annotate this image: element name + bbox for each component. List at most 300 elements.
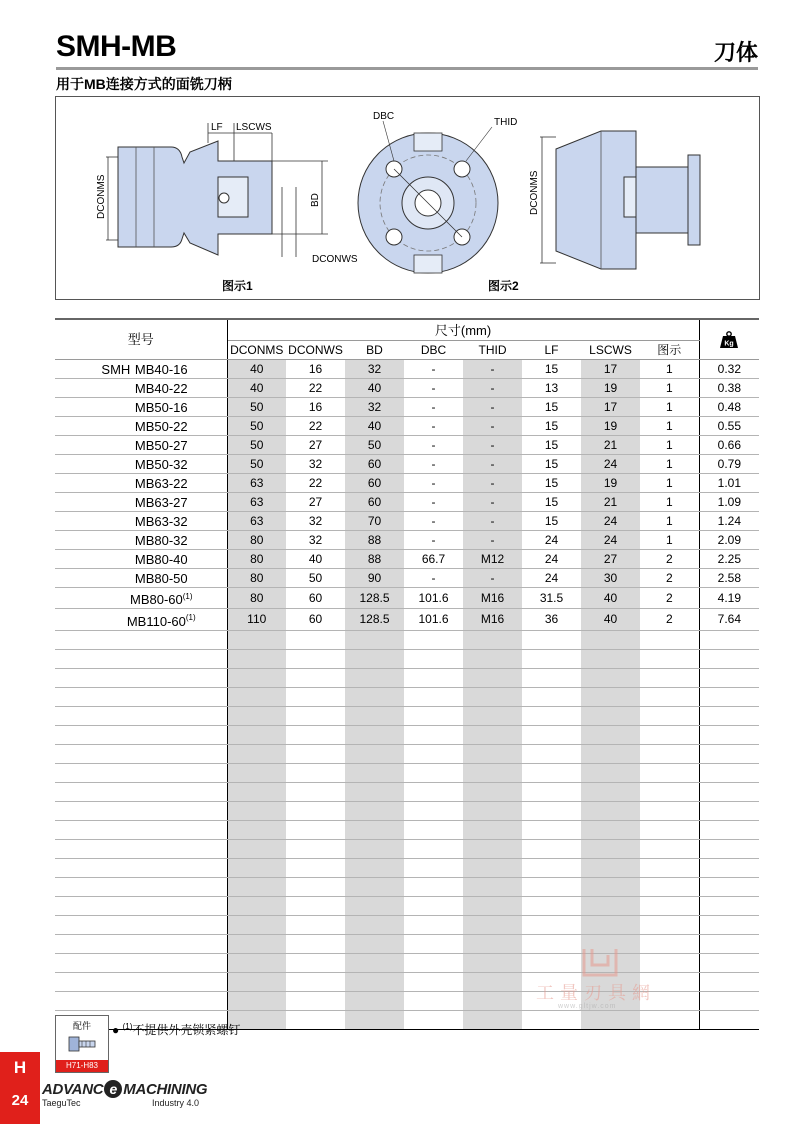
cell-dconms: 50 [227,436,286,455]
cell-dbc [404,630,463,649]
table-row [55,588,759,609]
cell-lscws [581,649,640,668]
cell-bd [345,687,404,706]
label-lscws: LSCWS [236,122,272,133]
spec-table-body [55,360,759,1030]
cell-dbc: 101.6 [404,609,463,630]
accessory-page-ref: H71-H83 [56,1060,108,1072]
cell-lf [522,687,581,706]
cell-dbc [404,839,463,858]
cell-lf: 15 [522,474,581,493]
weight-cell [699,858,759,877]
cell-dbc [404,801,463,820]
cell-lf: 15 [522,493,581,512]
cell-bd: 88 [345,550,404,569]
cell-dbc [404,687,463,706]
watermark-url: www.gltjw.com [558,1003,617,1010]
cell-dconws: 27 [286,493,345,512]
cell-thid [463,820,522,839]
watermark-text: 工量刃具網 [536,983,656,1003]
weight-cell [699,630,759,649]
cell-dconms [227,763,286,782]
model-code: MB63-32 [134,513,188,529]
cell-图示 [640,877,699,896]
model-cell [55,725,227,744]
cell-dbc: - [404,398,463,417]
column-header-dbc: DBC [404,341,463,360]
weight-cell [699,687,759,706]
cell-lf: 24 [522,531,581,550]
cell-dbc: - [404,417,463,436]
cell-lf [522,649,581,668]
cell-lscws [581,763,640,782]
cell-图示: 1 [640,398,699,417]
cell-lf [522,763,581,782]
model-cell [55,877,227,896]
model-code: MB63-22 [134,475,188,491]
model-code: MB80-60 [129,592,183,608]
brand-logo [42,1080,207,1108]
cell-dconws [286,991,345,1010]
weight-column-header [699,319,759,360]
cell-dconws [286,972,345,991]
cell-dconms [227,953,286,972]
cell-lf [522,820,581,839]
cell-lscws: 19 [581,474,640,493]
empty-table-row [55,744,759,763]
spec-table [55,318,759,1030]
weight-cell [699,820,759,839]
empty-table-row [55,820,759,839]
cell-lf: 15 [522,512,581,531]
weight-cell [699,839,759,858]
cell-dconws [286,934,345,953]
cell-dconms [227,687,286,706]
cell-lscws [581,725,640,744]
cell-thid: - [463,360,522,379]
weight-cell: 1.01 [699,474,759,493]
model-cell [55,609,227,630]
cell-dconms: 110 [227,609,286,630]
empty-table-row [55,858,759,877]
weight-cell: 2.25 [699,550,759,569]
cell-dconms [227,896,286,915]
weight-cell: 7.64 [699,609,759,630]
cell-bd [345,763,404,782]
cell-dconms [227,991,286,1010]
cell-dbc [404,953,463,972]
cell-bd: 50 [345,436,404,455]
footnote-marker: (1) [185,613,196,623]
cell-dbc [404,915,463,934]
cell-bd: 32 [345,398,404,417]
cell-bd: 60 [345,493,404,512]
cell-lscws: 24 [581,531,640,550]
weight-cell [699,649,759,668]
cell-dconms: 80 [227,550,286,569]
table-row [55,569,759,588]
model-code: MB50-22 [134,418,188,434]
cell-图示: 1 [640,417,699,436]
cell-图示 [640,649,699,668]
weight-cell [699,668,759,687]
cell-thid [463,668,522,687]
cell-dconms [227,915,286,934]
cell-lscws [581,630,640,649]
weight-cell [699,877,759,896]
cell-lf [522,782,581,801]
weight-icon [719,331,739,349]
screw-icon [67,1033,97,1055]
weight-cell: 0.48 [699,398,759,417]
empty-table-row [55,877,759,896]
cell-图示 [640,839,699,858]
technical-drawings [56,97,759,299]
empty-table-row [55,725,759,744]
weight-cell [699,953,759,972]
cell-dconws: 32 [286,455,345,474]
weight-cell [699,915,759,934]
cell-dconws: 16 [286,360,345,379]
header-rule [56,67,758,70]
model-code: MB50-32 [134,456,188,472]
cell-图示 [640,630,699,649]
footnote [112,1021,240,1038]
cell-lf: 15 [522,436,581,455]
cell-thid: M16 [463,609,522,630]
cell-thid [463,839,522,858]
cell-图示 [640,915,699,934]
cell-dconms [227,668,286,687]
model-cell [55,801,227,820]
cell-dbc: - [404,569,463,588]
weight-cell [699,1010,759,1029]
model-cell [55,398,227,417]
cell-图示 [640,706,699,725]
cell-dconms: 80 [227,531,286,550]
cell-bd: 40 [345,417,404,436]
cell-dconms: 80 [227,588,286,609]
cell-lscws: 24 [581,455,640,474]
cell-dconws: 27 [286,436,345,455]
model-cell [55,569,227,588]
cell-dconws [286,744,345,763]
cell-dconws [286,706,345,725]
brand-right: MACHINING [123,1081,208,1098]
cell-dbc: - [404,474,463,493]
cell-lscws [581,706,640,725]
cell-lscws: 40 [581,588,640,609]
cell-thid: - [463,512,522,531]
cell-bd [345,972,404,991]
table-row [55,398,759,417]
empty-table-row [55,630,759,649]
cell-lscws [581,668,640,687]
table-row [55,474,759,493]
weight-cell [699,744,759,763]
cell-dbc [404,820,463,839]
cell-dconws: 22 [286,417,345,436]
cell-dbc: - [404,493,463,512]
figure-2-caption: 图示2 [488,279,519,293]
model-cell [55,493,227,512]
empty-table-row [55,896,759,915]
cell-bd [345,877,404,896]
cell-dconms [227,706,286,725]
cell-lscws: 19 [581,379,640,398]
cell-lf [522,801,581,820]
cell-lf: 36 [522,609,581,630]
model-cell [55,687,227,706]
cell-dconws [286,763,345,782]
label-lf: LF [211,122,223,133]
weight-cell [699,801,759,820]
table-row [55,436,759,455]
model-cell [55,474,227,493]
footnote-marker: (1) [182,592,193,601]
cell-dconms [227,782,286,801]
model-cell [55,531,227,550]
page-subtitle: 用于MB连接方式的面铣刀柄 [56,76,232,92]
cell-lf [522,706,581,725]
accessory-reference[interactable] [55,1015,109,1073]
cell-dconms: 63 [227,474,286,493]
cell-lscws [581,820,640,839]
cell-lscws [581,801,640,820]
cell-bd [345,934,404,953]
cell-图示 [640,896,699,915]
cell-dconms: 50 [227,455,286,474]
accessory-label: 配件 [72,1021,91,1031]
cell-dbc [404,763,463,782]
cell-图示 [640,744,699,763]
model-cell [55,915,227,934]
cell-bd: 32 [345,360,404,379]
cell-dbc [404,1010,463,1029]
weight-icon-label: Kg [724,340,734,347]
cell-dbc [404,782,463,801]
label-bd: BD [310,193,321,207]
cell-bd: 60 [345,474,404,493]
cell-dbc [404,706,463,725]
cell-dconms [227,877,286,896]
brand-tagline: Industry 4.0 [152,1098,200,1108]
cell-lscws [581,744,640,763]
brand-company: TaeguTec [42,1098,81,1108]
cell-thid [463,630,522,649]
weight-cell: 1.09 [699,493,759,512]
cell-bd: 128.5 [345,609,404,630]
cell-dconms: 50 [227,417,286,436]
cell-dconws [286,782,345,801]
cell-图示 [640,725,699,744]
cell-bd: 90 [345,569,404,588]
cell-dbc [404,877,463,896]
cell-lf [522,668,581,687]
bullet-icon: ● [112,1023,120,1037]
cell-lscws: 19 [581,417,640,436]
cell-thid [463,687,522,706]
footnote-text: 不提供外壳锁紧螺钉 [132,1023,241,1037]
cell-dconms [227,725,286,744]
cell-图示 [640,858,699,877]
cell-图示: 1 [640,360,699,379]
cell-dconms: 40 [227,360,286,379]
column-header-thid: THID [463,341,522,360]
model-code: MB80-40 [134,551,188,567]
cell-图示: 2 [640,609,699,630]
category-label: 刀体 [713,40,758,65]
cell-lscws: 17 [581,360,640,379]
cell-dconws [286,915,345,934]
model-code: MB40-22 [134,380,188,396]
cell-lf: 24 [522,550,581,569]
cell-dbc: - [404,531,463,550]
cell-lf [522,630,581,649]
cell-lf [522,877,581,896]
model-code: MB80-32 [134,532,188,548]
cell-dbc: - [404,455,463,474]
cell-thid [463,782,522,801]
cell-thid [463,1010,522,1029]
column-header-图示: 图示 [640,341,699,360]
cell-lf [522,744,581,763]
empty-table-row [55,782,759,801]
cell-dconms [227,972,286,991]
figure-2-front-view [358,121,498,273]
cell-dconws: 22 [286,379,345,398]
table-row [55,455,759,474]
weight-cell: 2.58 [699,569,759,588]
cell-dbc: 101.6 [404,588,463,609]
cell-图示 [640,763,699,782]
page-title: SMH-MB [56,30,177,63]
model-cell [55,744,227,763]
weight-cell [699,725,759,744]
cell-bd [345,820,404,839]
brand-e-icon: e [104,1080,122,1098]
cell-bd [345,649,404,668]
cell-lf [522,858,581,877]
weight-cell [699,706,759,725]
cell-lscws: 27 [581,550,640,569]
cell-dconws [286,877,345,896]
cell-thid [463,858,522,877]
figure-1-caption: 图示1 [222,279,253,293]
cell-bd [345,668,404,687]
cell-dconms [227,744,286,763]
cell-dconms [227,934,286,953]
model-cell [55,934,227,953]
cell-thid: M12 [463,550,522,569]
empty-table-row [55,801,759,820]
model-cell [55,550,227,569]
model-cell [55,839,227,858]
cell-dconms [227,630,286,649]
weight-cell: 0.38 [699,379,759,398]
cell-图示: 2 [640,550,699,569]
cell-thid [463,706,522,725]
model-cell [55,512,227,531]
cell-dbc [404,972,463,991]
empty-table-row [55,649,759,668]
model-code: MB80-50 [134,570,188,586]
cell-lf: 24 [522,569,581,588]
label-dbc: DBC [373,111,395,122]
model-cell [55,379,227,398]
model-code: MB40-16 [134,361,188,377]
cell-thid: - [463,569,522,588]
cell-bd: 70 [345,512,404,531]
column-header-lf: LF [522,341,581,360]
table-row [55,512,759,531]
cell-thid: - [463,379,522,398]
cell-dconws [286,725,345,744]
model-cell [55,896,227,915]
cell-dconws [286,839,345,858]
cell-bd [345,801,404,820]
cell-dbc [404,858,463,877]
cell-bd [345,915,404,934]
cell-thid: M16 [463,588,522,609]
brand-left: ADVANC [42,1081,104,1098]
cell-thid: - [463,398,522,417]
empty-table-row [55,687,759,706]
cell-lf: 15 [522,455,581,474]
cell-thid [463,915,522,934]
cell-lscws [581,839,640,858]
watermark-logo-icon [580,945,620,979]
cell-dconws: 50 [286,569,345,588]
model-code: MB50-16 [134,399,188,415]
cell-thid [463,877,522,896]
cell-图示: 1 [640,474,699,493]
weight-cell [699,782,759,801]
model-cell [55,991,227,1010]
model-cell [55,972,227,991]
cell-lf [522,896,581,915]
cell-dconws [286,687,345,706]
cell-thid [463,953,522,972]
cell-bd: 60 [345,455,404,474]
cell-图示: 1 [640,531,699,550]
cell-lf: 15 [522,360,581,379]
cell-dconms: 80 [227,569,286,588]
cell-thid: - [463,455,522,474]
cell-dconws [286,649,345,668]
empty-table-row [55,839,759,858]
cell-bd [345,782,404,801]
cell-lscws: 21 [581,436,640,455]
cell-thid: - [463,531,522,550]
model-cell [55,436,227,455]
cell-lscws [581,782,640,801]
cell-dconms: 63 [227,493,286,512]
cell-dconms [227,839,286,858]
cell-图示: 2 [640,588,699,609]
cell-thid [463,934,522,953]
cell-bd [345,725,404,744]
model-cell [55,706,227,725]
model-cell [55,763,227,782]
cell-bd [345,744,404,763]
cell-dconms [227,820,286,839]
cell-dconws: 16 [286,398,345,417]
cell-dconws [286,630,345,649]
label-dconws: DCONWS [312,254,358,265]
cell-dconws: 60 [286,588,345,609]
cell-图示: 1 [640,379,699,398]
